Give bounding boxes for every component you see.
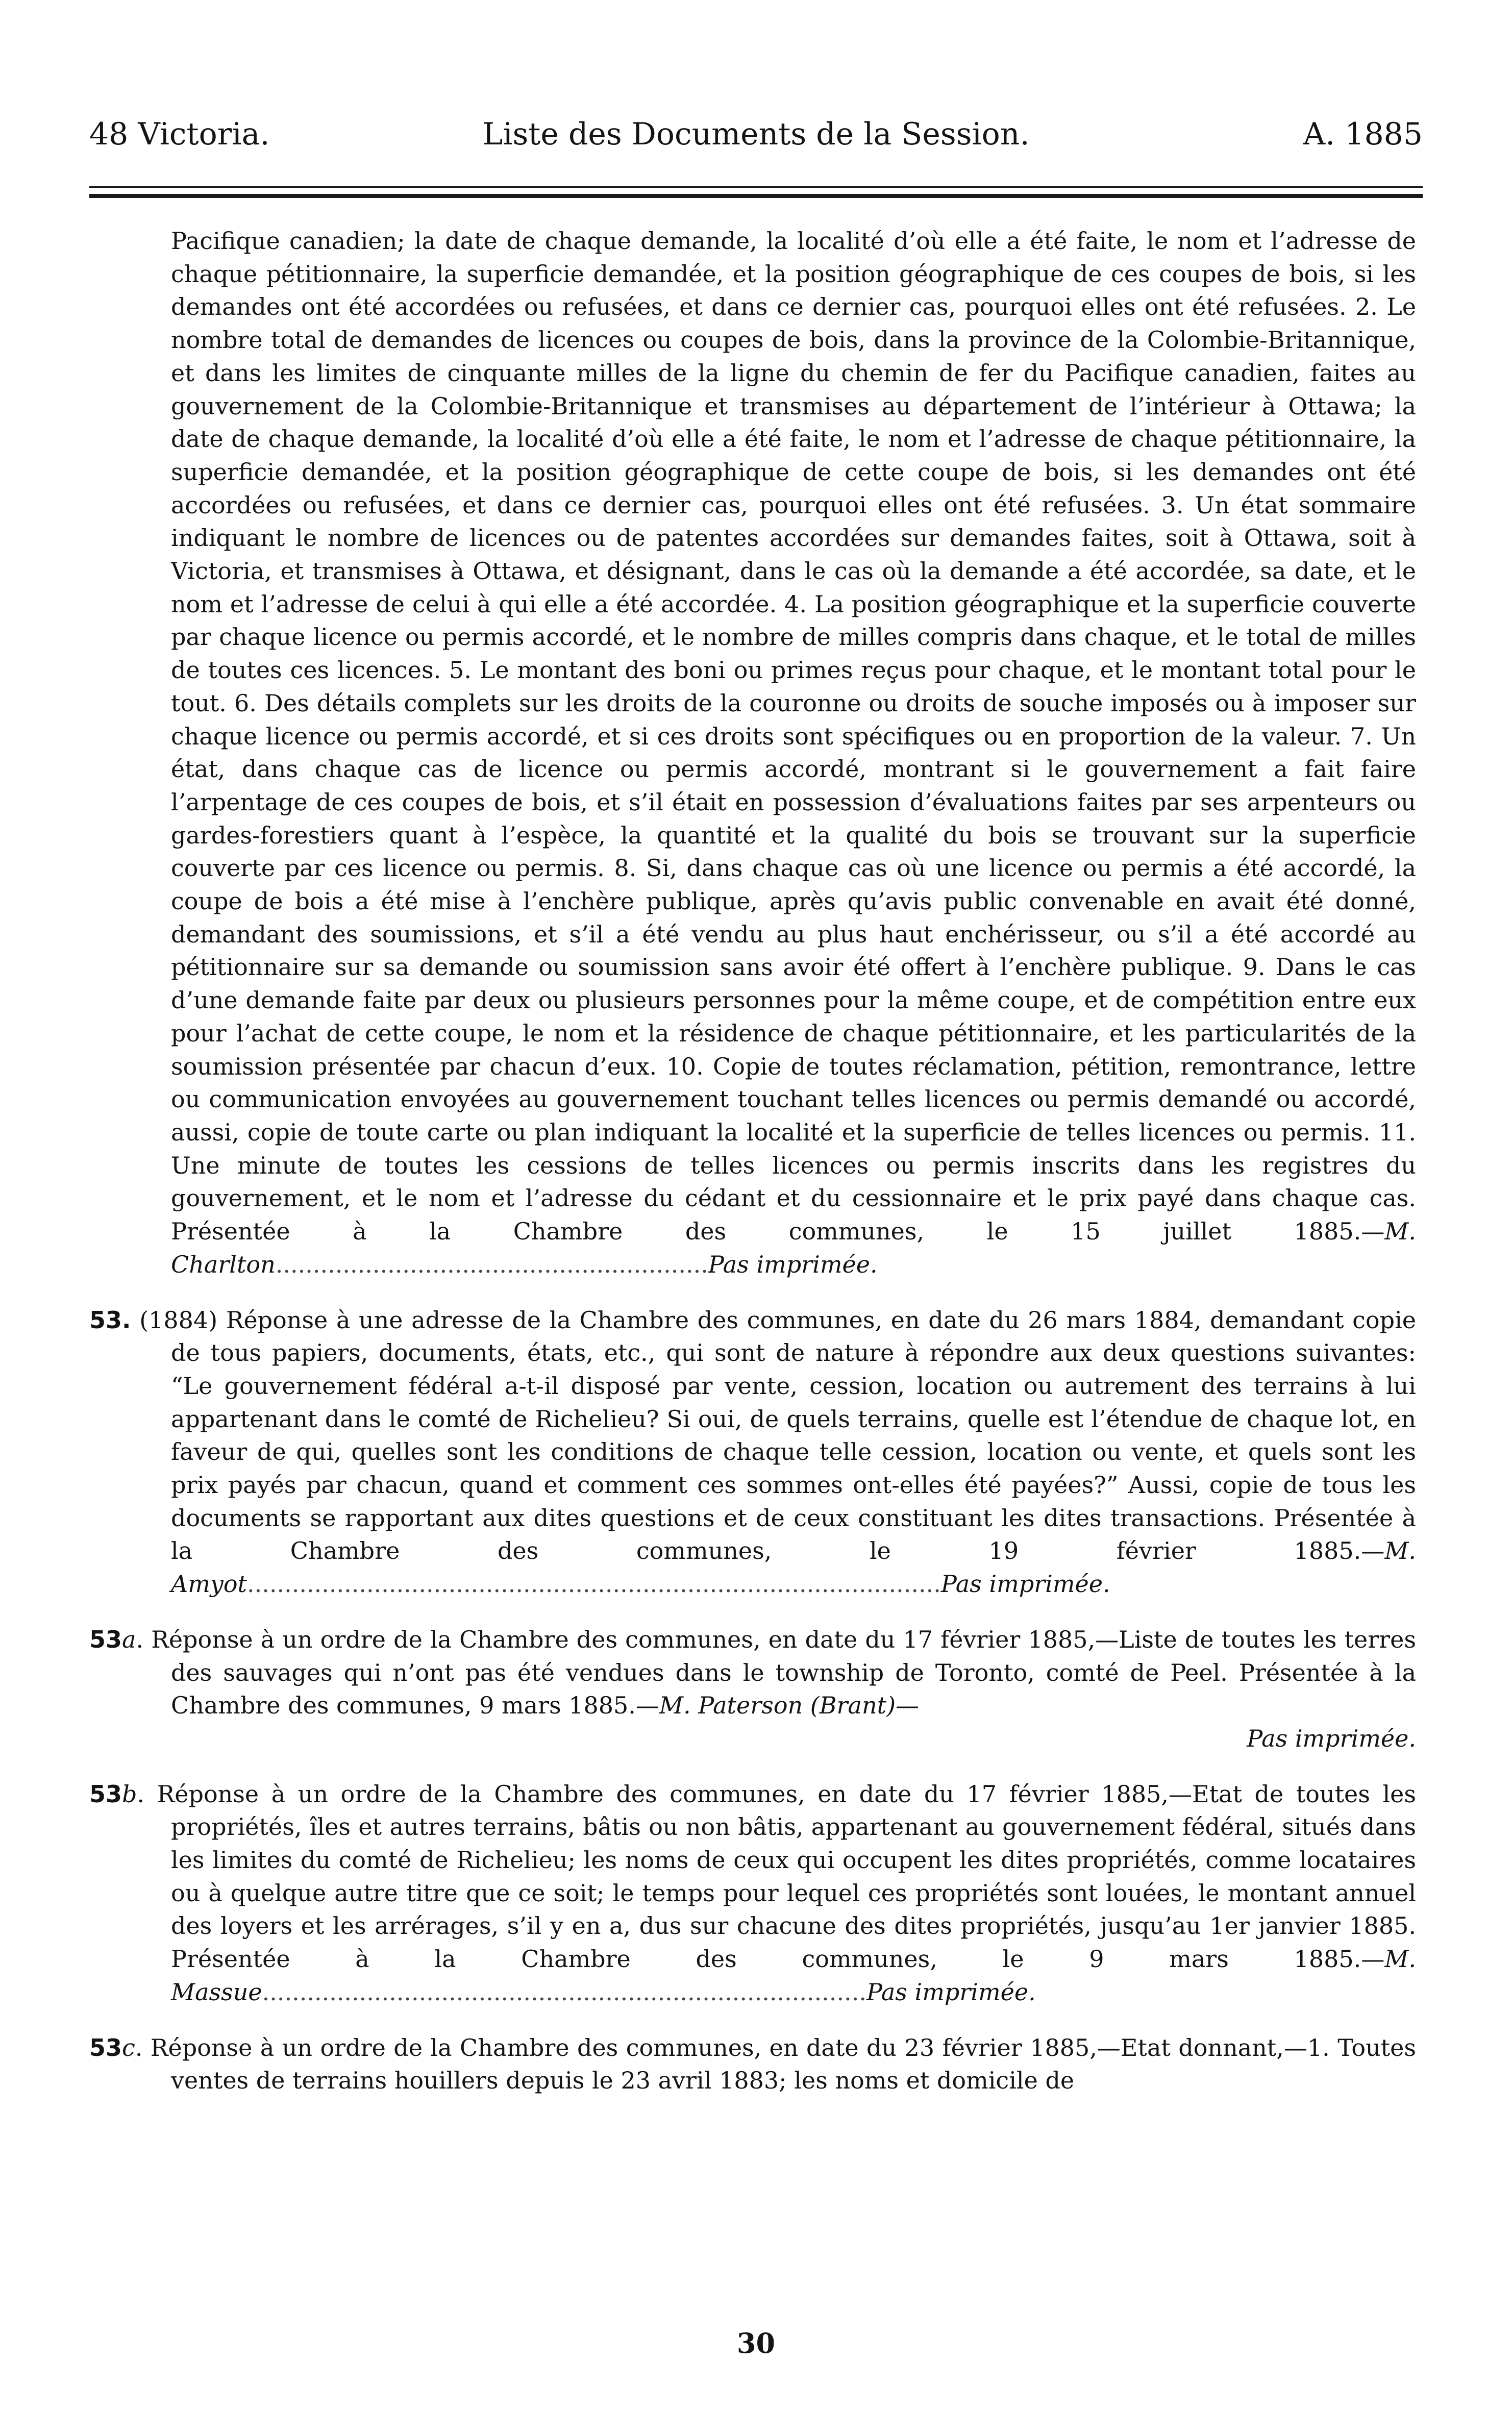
document-entry-53c: 53c. Réponse à un ordre de la Chambre des communes, en date du 23 février 1885,—Etat donnant,—1. Toutes ventes de terrains houillers depuis le 23 avril 1883; les noms et domicile de	[89, 2033, 1416, 2095]
dot-leader: .............................................................................................	[247, 1570, 941, 1598]
entry-number: 53	[89, 1625, 122, 1653]
entry-number-suffix: c	[122, 2033, 135, 2061]
document-entry-53a: 53a. Réponse à un ordre de la Chambre des communes, en date du 17 février 1885,—Liste de toutes les terres des sauvages qui n’ont pas été vendues dans le township de Toronto, comté de Peel. Présentée à la Chambre des communes, 9 mars 1885.—M. Paterson (Brant)— Pas imprimée.	[89, 1623, 1416, 1755]
entry-number: 53	[89, 1306, 122, 1334]
header-session-year: 48 Victoria.	[89, 116, 270, 152]
page-number: 30	[736, 2327, 776, 2359]
entry-text: Pacifique canadien; la date de chaque demande, la localité d’où elle a été faite, le nom et l’adresse de chaque pétitionnaire, la superficie demandée, et la position géographique de ces coupes de bois, si les demandes ont été accordées ou refusées, et dans ce dernier cas, pourquoi elles ont été refusées. 2. Le nombre total de demandes de licences ou coupes de bois, dans la province de la Colombie-Britannique, et dans les limites de cinquante milles de la ligne du chemin de fer du Pacifique canadien, faites au gouvernement de la Colombie-Britannique et transmises au département de l’intérieur à Ottawa; la date de chaque demande, la localité d’où elle a été faite, le nom et l’adresse de chaque pétitionnaire, la superficie demandée, et la position géographique de cette coupe de bois, si les demandes ont été accordées ou refusées, et dans ce dernier cas, pourquoi elles ont été refusées. 3. Un état sommaire indiquant le nombre de licences ou de patentes accordées sur demandes faites, soit à Ottawa, soit à Victoria, et transmises à Ottawa, et désignant, dans le cas où la demande a été accordée, sa date, et le nom et l’adresse de celui à qui elle a été accordée. 4. La position géographique et la superficie couverte par chaque licence ou permis accordé, et le nombre de milles compris dans chaque, et le total de milles de toutes ces licences. 5. Le montant des boni ou primes reçus pour chaque, et le montant total pour le tout. 6. Des détails complets sur les droits de la couronne ou droits de souche imposés ou à imposer sur chaque licence ou permis accordé, et si ces droits sont spécifiques ou en proportion de la valeur. 7. Un état, dans chaque cas de licence ou permis accordé, montrant si le gouvernement a fait faire l’arpentage de ces coupes de bois, et s’il était en possession d’évaluations faites par ses arpenteurs ou gardes-forestiers quant à l’espèce, la quantité et la qualité du bois se trouvant sur la superficie couverte par ces licence ou permis. 8. Si, dans chaque cas où une licence ou permis a été accordé, la coupe de bois a été mise à l’enchère publique, après qu’avis public convenable en avait été donné, demandant des soumissions, et s’il a été vendu au plus haut enchérisseur, ou s’il a été accordé au pétitionnaire sur sa demande ou soumission sans avoir été offert à l’enchère publique. 9. Dans le cas d’une demande faite par deux ou plusieurs personnes pour la même coupe, et de compétition entre eux pour l’achat de cette coupe, le nom et la résidence de chaque pétitionnaire, et les particularités de la soumission présentée par chacun d’eux. 10. Copie de toutes réclamation, pétition, remontrance, lettre ou communication envoyées au gouvernement touchant telles licences ou permis demandé ou accordé, aussi, copie de toute carte ou plan indiquant la localité et la superficie de telles licences ou permis. 11. Une minute de toutes les cessions de telles licences ou permis inscrits dans les registres du gouvernement, et le nom et l’adresse du cédant et du cessionnaire et le prix payé dans chaque cas. Présentée à la Chambre des communes, le 15 juillet 1885.—	[171, 227, 1416, 1246]
entry-number: 53	[89, 2033, 122, 2061]
dot-leader: ..........................................................	[275, 1250, 708, 1278]
entry-number-suffix: a	[122, 1625, 136, 1653]
continued-entry	[89, 225, 1416, 1281]
entry-status: Pas imprimée.	[866, 1978, 1036, 2006]
entry-mover: M. Paterson (Brant)—	[659, 1692, 920, 1720]
document-entry-53: 53. (1884) Réponse à une adresse de la Chambre des communes, en date du 26 mars 1884, demandant copie de tous papiers, documents, états, etc., qui sont de nature à répondre aux deux questions suivantes: “Le gouvernement fédéral a-t-il disposé par vente, cession, location ou autrement des terrains à lui appartenant dans le comté de Richelieu? Si oui, de quels terrains, quelle est l’étendue de chaque lot, en faveur de qui, quelles sont les conditions de chaque telle cession, location ou vente, et quels sont les prix payés par chacun, quand et comment ces sommes ont-elles été payées?” Aussi, copie de tous les documents se rapportant aux dites questions et de ceux constituant les dites transactions. Présentée à la Chambre des communes, le 19 février 1885.—M. Amyot.............................................................................................Pas imprimée.	[89, 1306, 1417, 1598]
entry-mover: M. Amyot	[171, 1537, 1416, 1598]
entry-status: Pas imprimée.	[1247, 1724, 1416, 1752]
header-year: A. 1885	[1303, 116, 1423, 152]
entry-number-suffix: b	[122, 1780, 137, 1808]
header-rule-thick	[89, 194, 1423, 198]
header-title: Liste des Documents de la Session.	[482, 116, 1030, 152]
entry-text: Réponse à un ordre de la Chambre des communes, en date du 23 février 1885,—Etat donnant,—1. Toutes ventes de terrains houillers depuis le 23 avril 1883; les noms et domicile de	[150, 2033, 1416, 2095]
running-header	[89, 111, 1423, 157]
entry-status: Pas imprimée.	[940, 1570, 1110, 1598]
entry-text: Réponse à un ordre de la Chambre des communes, en date du 17 février 1885,—Liste de toutes les terres des sauvages qui n’ont pas été vendues dans le township de Toronto, comté de Peel. Présentée à la Chambre des communes, 9 mars 1885.—	[151, 1625, 1417, 1720]
entry-mover: M. Massue	[171, 1945, 1416, 2006]
entry-mover: M. Charlton	[171, 1217, 1416, 1278]
document-body	[89, 225, 1416, 2097]
entry-number: 53	[89, 1780, 122, 1808]
header-rule-thin	[89, 186, 1423, 188]
entry-text: Réponse à un ordre de la Chambre des communes, en date du 17 février 1885,—Etat de toutes les propriétés, îles et autres terrains, bâtis ou non bâtis, appartenant au gouvernement fédéral, situés dans les limites du comté de Richelieu; les noms de ceux qui occupent les dites propriétés, comme locataires ou à quelque autre titre que ce soit; le temps pour lequel ces propriétés sont louées, le montant annuel des loyers et les arrérages, s’il y en a, dus sur chacune des dites propriétés, jusqu’au 1er janvier 1885. Présentée à la Chambre des communes, le 9 mars 1885.—	[157, 1780, 1416, 1973]
document-entry-53b: 53b. Réponse à un ordre de la Chambre des communes, en date du 17 février 1885,—Etat de toutes les propriétés, îles et autres terrains, bâtis ou non bâtis, appartenant au gouvernement fédéral, situés dans les limites du comté de Richelieu; les noms de ceux qui occupent les dites propriétés, comme locataires ou à quelque autre titre que ce soit; le temps pour lequel ces propriétés sont louées, le montant annuel des loyers et les arrérages, s’il y en a, dus sur chacune des dites propriétés, jusqu’au 1er janvier 1885. Présentée à la Chambre des communes, le 9 mars 1885.—M. Massue.................................................................................Pas imprimée.	[89, 1780, 1416, 2006]
entry-status: Pas imprimée.	[708, 1250, 878, 1278]
entry-text: (1884) Réponse à une adresse de la Chambre des communes, en date du 26 mars 1884, demandant copie de tous papiers, documents, états, etc., qui sont de nature à répondre aux deux questions suivantes: “Le gouvernement fédéral a-t-il disposé par vente, cession, location ou autrement des terrains à lui appartenant dans le comté de Richelieu? Si oui, de quels terrains, quelle est l’étendue de chaque lot, en faveur de qui, quelles sont les conditions de chaque telle cession, location ou vente, et quels sont les prix payés par chacun, quand et comment ces sommes ont-elles été payées?” Aussi, copie de tous les documents se rapportant aux dites questions et de ceux constituant les dites transactions. Présentée à la Chambre des communes, le 19 février 1885.—	[139, 1306, 1417, 1565]
dot-leader: .................................................................................	[262, 1978, 866, 2006]
